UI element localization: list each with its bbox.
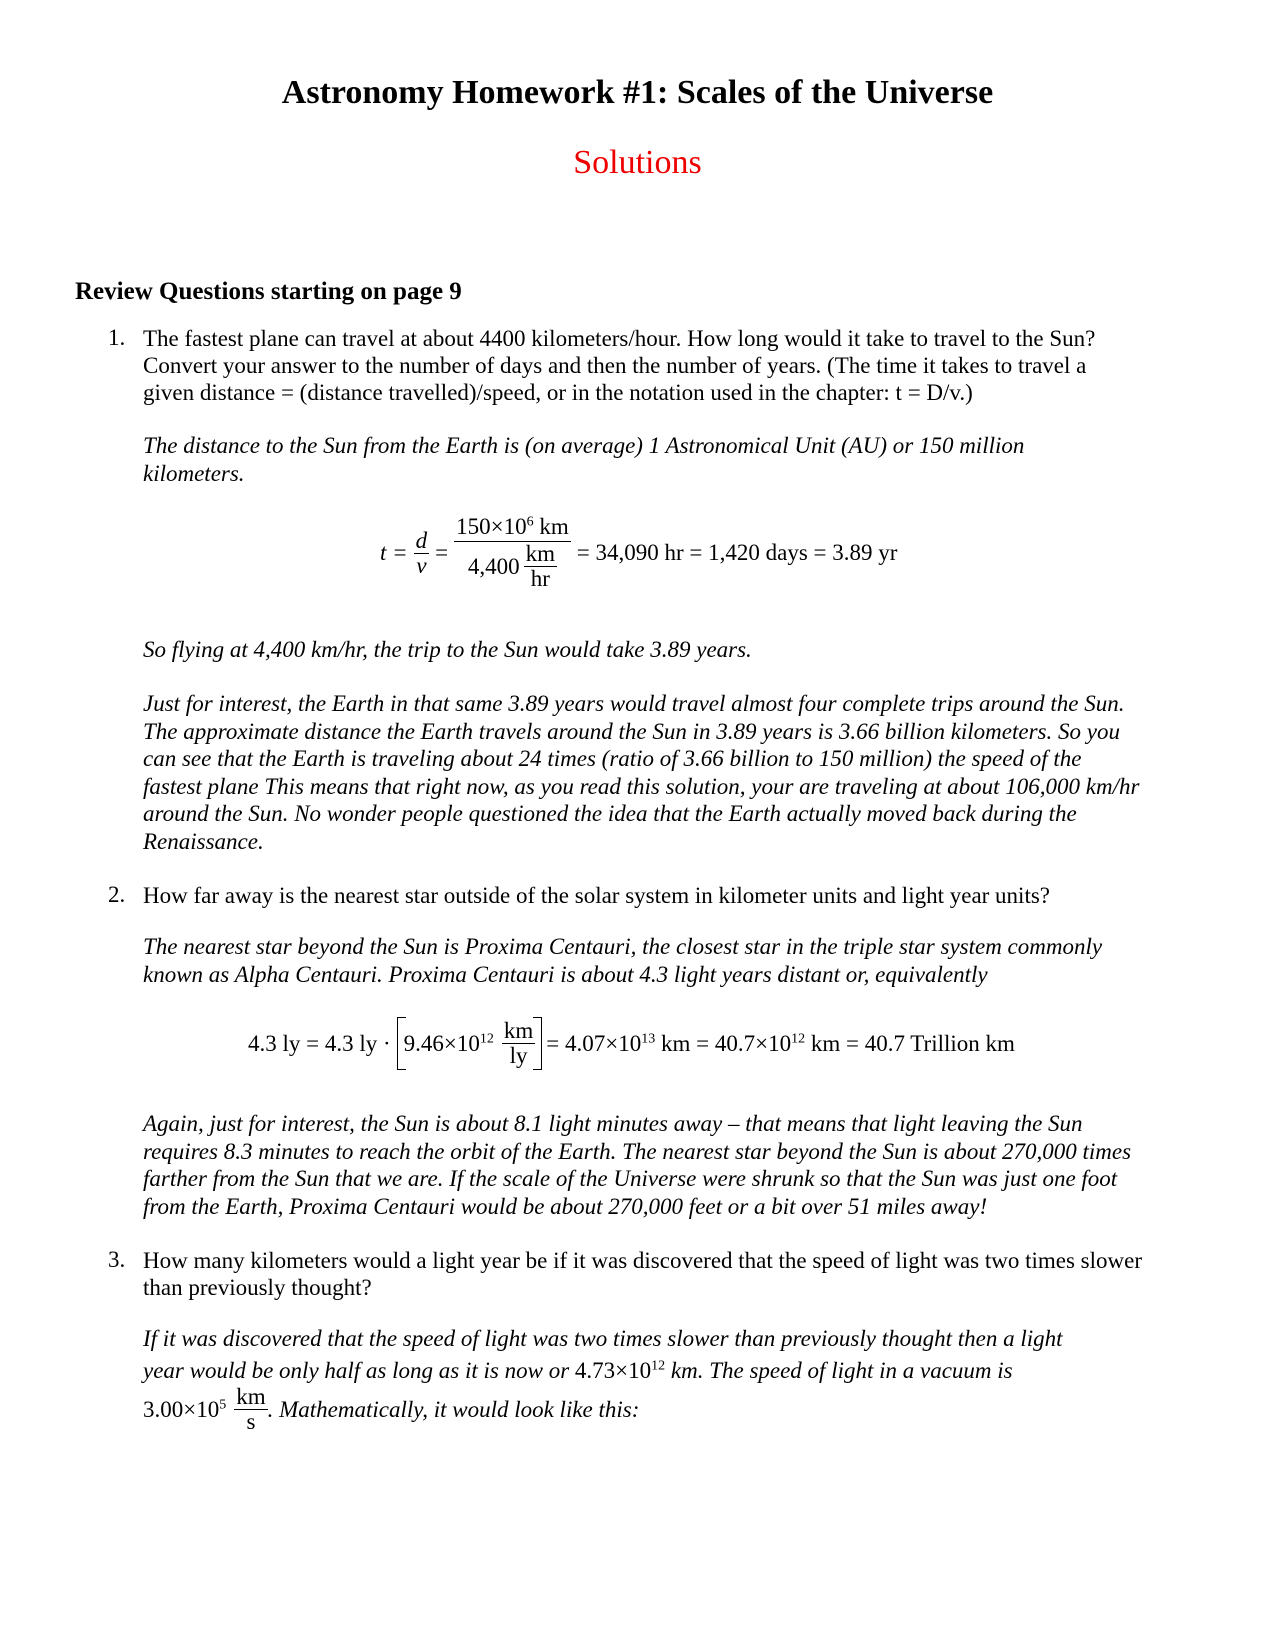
q2-answer: The nearest star beyond the Sun is Proxima Centauri, the closest star in the triple star system commonly known as Alpha Centauri. Proxima Centauri is about 4.3 light years distant or, equivalently bbox=[143, 934, 1103, 987]
eq2-factor: $9.46\times 10^{12}$ bbox=[403, 1030, 494, 1056]
q1-interest: Just for interest, the Earth in that same 3.89 years would travel almost four complete trips around the Sun. The approximate distance the Earth travels around the Sun in 3.89 years is 3.66 billion kilometers. So you can see that the Earth is traveling about 24 times (ratio of 3.66 billion to 150 million) the speed of the fastest plane This means that right now, as you read this solution, your are traveling at about 106,000 km/hr around the Sun. No wonder people questioned the idea that the Earth actually moved back during the Renaissance. bbox=[143, 691, 1140, 854]
page-title: Astronomy Homework #1: Scales of the Universe bbox=[281, 74, 994, 111]
question-1-number: 1. bbox=[108, 325, 126, 350]
q3-answer-line3: $3.00\times 10^5$ $\frac{km}{s}$ . Mathematically, it would look like this: bbox=[143, 1384, 640, 1434]
eq1-lhs: t = bbox=[380, 540, 408, 565]
question-2-text: How far away is the nearest star outside of the solar system in kilometer units and light year units? bbox=[143, 883, 1050, 908]
q2-interest: Again, just for interest, the Sun is about 8.1 light minutes away – that means that light leaving the Sun requires 8.3 minutes to reach the orbit of the Earth. The nearest star beyond the Sun is about 270,000 times farther from the Sun that we are. If the scale of the Universe were shrunk so that the Sun was just one foot from the Earth, Proxima Centauri would be about 270,000 feet or a bit over 51 miles away! bbox=[143, 1111, 1132, 1219]
q1-conclusion: So flying at 4,400 km/hr, the trip to the Sun would take 3.89 years. bbox=[143, 637, 752, 662]
q1-equation: t = $\frac{d}{v}$ = $150\times 10^6$ km 4,400 $\frac{km}{hr}$ = 34,090 hr = 1,420 days = 3.89 yr bbox=[380, 514, 898, 591]
eq1-denominator: 4,400 $\frac{km}{hr}$ bbox=[467, 541, 556, 591]
q3-answer-line2: year would be only half as long as it is now or $4.73\times 10^{12}$ km. The speed of light in a vacuum is bbox=[143, 1358, 1013, 1383]
section-heading: Review Questions starting on page 9 bbox=[75, 278, 462, 305]
eq1-d: d bbox=[415, 527, 428, 553]
eq1-main-fraction bbox=[454, 515, 571, 591]
question-3-number: 3. bbox=[108, 1247, 126, 1272]
eq2-result: = $4.07\times 10^{13}$ km = $40.7\times 10^{12}$ km = 40.7 Trillion km bbox=[546, 1030, 1015, 1056]
eq2-bracket bbox=[397, 1017, 543, 1070]
question-1-text: The fastest plane can travel at about 4400 kilometers/hour. How long would it take to travel to the Sun? Convert your answer to the number of days and then the number of years. (The time it takes to travel a given distance = (distance travelled)/speed, or in the notation used in the chapter: t = D/v.) bbox=[143, 326, 1096, 405]
page-subtitle: Solutions bbox=[573, 144, 702, 181]
eq2-lhs: 4.3 ly = 4.3 ly · bbox=[248, 1030, 391, 1056]
q2-equation bbox=[248, 1017, 1015, 1070]
question-2-number: 2. bbox=[108, 882, 126, 907]
speed-unit-fraction: $\frac{km}{s}$ bbox=[236, 1384, 266, 1434]
speed-of-light-value: $3.00\times 10^5$ bbox=[143, 1396, 227, 1422]
question-3-text: How many kilometers would a light year be if it was discovered that the speed of light was two times slower than previously thought? bbox=[143, 1248, 1142, 1300]
eq1-result: = 34,090 hr = 1,420 days = 3.89 yr bbox=[576, 540, 898, 565]
q1-answer-intro: The distance to the Sun from the Earth is (on average) 1 Astronomical Unit (AU) or 150 million kilometers. bbox=[143, 433, 1025, 486]
eq1-numerator: $150\times 10^6$ km bbox=[454, 515, 571, 542]
eq1-d-over-v bbox=[414, 529, 430, 578]
eq1-v: v bbox=[416, 552, 427, 578]
eq2-unit-fraction: $\frac{km}{ly}$ bbox=[503, 1018, 534, 1068]
q3-answer-line1: If it was discovered that the speed of light was two times slower than previously thought then a light bbox=[143, 1326, 1063, 1351]
